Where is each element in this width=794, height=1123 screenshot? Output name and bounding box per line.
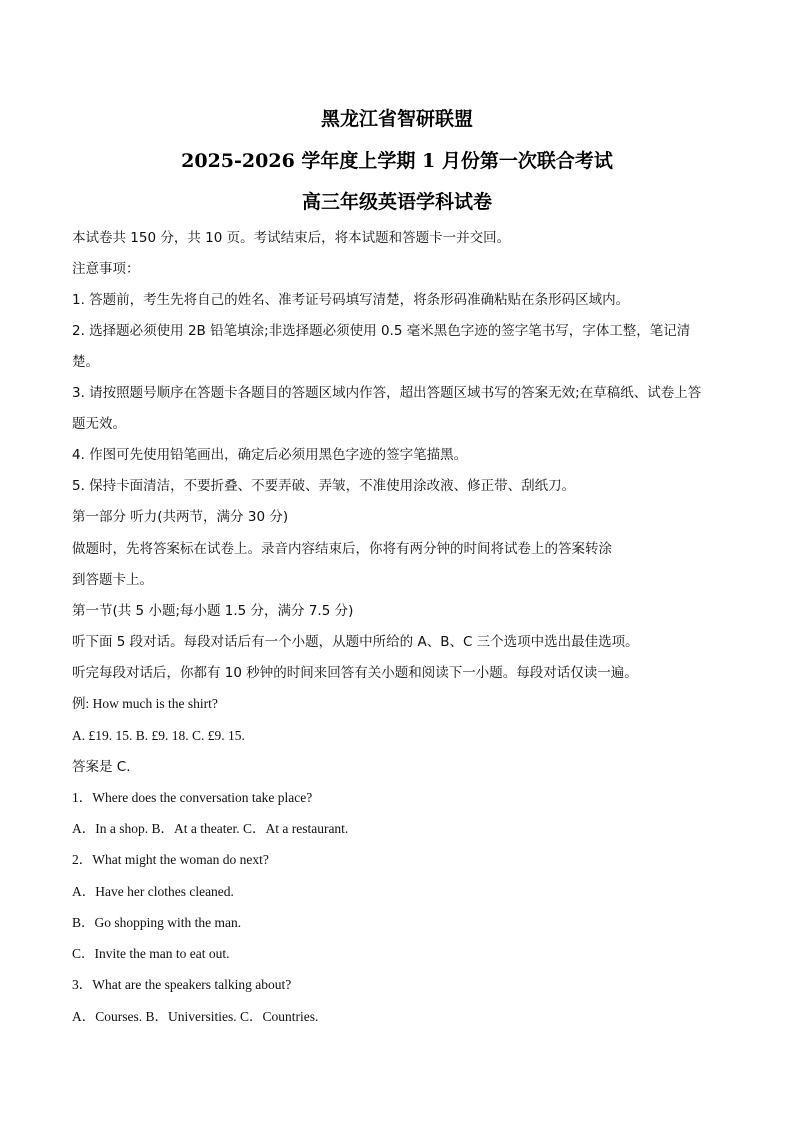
part1-heading: 第一部分 听力(共两节，满分 30 分) <box>72 509 289 525</box>
question-2-option-c: C．Invite the man to eat out. <box>72 946 230 961</box>
exam-title-alliance: 黑龙江省智研联盟 <box>320 108 473 130</box>
note-item-2-line-2: 楚。 <box>72 354 99 370</box>
exam-title-session: 2025-2026 学年度上学期 1 月份第一次联合考试 <box>181 150 613 172</box>
note-item-2-line-1: 2. 选择题必须使用 2B 铅笔填涂;非选择题必须使用 0.5 毫米黑色字迹的签字笔书写，字体工整，笔记清 <box>72 323 691 339</box>
question-2-option-b: B．Go shopping with the man. <box>72 915 242 930</box>
example-options: A. £19. 15. B. £9. 18. C. £9. 15. <box>72 728 245 743</box>
question-1-options: A．In a shop. B．At a theater. C．At a restaurant. <box>72 821 349 836</box>
section1-heading: 第一节(共 5 小题;每小题 1.5 分，满分 7.5 分) <box>72 603 354 619</box>
note-item-3-line-1: 3. 请按照题号顺序在答题卡各题目的答题区域内作答，超出答题区域书写的答案无效;在草稿纸、试卷上答 <box>72 385 702 401</box>
note-item-1: 1. 答题前，考生先将自己的姓名、准考证号码填写清楚，将条形码准确粘贴在条形码区域内。 <box>72 292 630 308</box>
intro-text: 本试卷共 150 分，共 10 页。考试结束后，将本试题和答题卡一并交回。 <box>72 230 511 246</box>
question-3: 3．What are the speakers talking about? <box>72 977 292 992</box>
note-item-4: 4. 作图可先使用铅笔画出，确定后必须用黑色字迹的签字笔描黑。 <box>72 447 468 463</box>
part1-instruction-line-1: 做题时，先将答案标在试卷上。录音内容结束后，你将有两分钟的时间将试卷上的答案转涂 <box>72 541 612 557</box>
question-3-options: A．Courses. B．Universities. C．Countries. <box>72 1009 319 1024</box>
question-2: 2．What might the woman do next? <box>72 852 269 867</box>
example-question: 例: How much is the shirt? <box>72 696 218 711</box>
section1-instruction-1: 听下面 5 段对话。每段对话后有一个小题，从题中所给的 A、B、C 三个选项中选出最佳选项。 <box>72 634 639 650</box>
notes-heading: 注意事项： <box>72 261 140 277</box>
question-1: 1．Where does the conversation take place? <box>72 790 313 805</box>
note-item-3-line-2: 题无效。 <box>72 416 126 432</box>
question-2-option-a: A．Have her clothes cleaned. <box>72 884 234 899</box>
section1-instruction-2: 听完每段对话后，你都有 10 秒钟的时间来回答有关小题和阅读下一小题。每段对话仅读一遍。 <box>72 665 638 681</box>
note-item-5: 5. 保持卡面清洁，不要折叠、不要弄破、弄皱，不准使用涂改液、修正带、刮纸刀。 <box>72 478 576 494</box>
exam-title-subject: 高三年级英语学科试卷 <box>301 191 492 213</box>
example-answer: 答案是 C. <box>72 759 131 775</box>
part1-instruction-line-2: 到答题卡上。 <box>72 572 153 588</box>
